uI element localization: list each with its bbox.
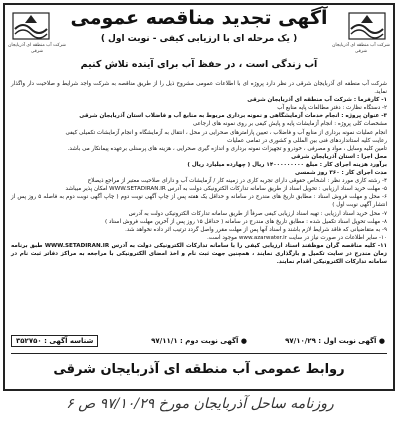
line-budget: برآورد هزینه اجرای کار : مبلغ ۱۴۰۰۰۰۰۰۰۰۰ ریال ( چهارده میلیارد ریال ) [187, 161, 387, 168]
line-supervisor: ۲- دستگاه نظارت : دفتر مطالعات پایه منابع آب [277, 105, 387, 112]
page-subtitle: ( یک مرحله ای با ارزیابی کیفی - نوبت اول ) [100, 34, 298, 44]
line-purchase-location: ۷- محل خرید اسناد ارزیابی : تهیه اسناد ارزیابی کیفی صرفاً از طریق سامانه تدارکات الکترونیکی دولت به آدرس [128, 210, 387, 217]
line-standards: رعایت کلیه استانداردهای فنی بین المللی و کشوری در تمامی عملیات [227, 137, 387, 144]
first-notice-date: ● آگهی نوبت اول : ۹۷/۱۰/۲۹ [285, 337, 385, 345]
line-project-specs: مشخصات کلی پروژه : انجام آزمایشات پایه و پایش کیفی بر روی نمونه های ارجاعی [192, 121, 387, 128]
line-more-info: ۱۰- سایر اطلاعات در صورت نیاز در سایت www.azarwater.ir موجود است. [207, 234, 387, 241]
divider [11, 353, 387, 354]
notice-body [11, 80, 387, 266]
second-notice-date: ● آگهی نوبت دوم : ۹۷/۱۱/۱ [151, 337, 247, 345]
line-delivery-deadline: ۸- مهلت تحویل اسناد تکمیل شده : مطابق تاریخ های مندرج در سامانه ( حداقل ۱۵ روز پس از آخرین مهلت فروش اسناد ) [104, 218, 387, 225]
line-obligation: ۱۱- کلیه مناقصه گران موظفند اسناد ارزیابی کیفی را با سامانه تدارکات الکترونیکی دولت به آدرس WWW.SETADIRAN.IR طبق برنامه زمان مندرج در سایت تکمیل و بارگذاری نمایند ، همچنین جهت ثبت نام و اخذ امضای الکترونیکی با مراجعه به مراکز دفاتر ثبت نام در سامانه تدارکات الکترونیکی اقدام نمایند. [11, 242, 387, 266]
page-title: آگهی تجدید مناقصه عمومی [70, 7, 328, 29]
water-authority-logo-icon [347, 11, 387, 41]
line-sale-location: ۶- محل و مهلت فروش اسناد : مطابق تاریخ های مندرج در سامانه و حداقل یک هفته پس از چاپ آگهی نوبت دوم ( چاپ آگهی نوبت دوم به فاصله ۵ روز پس از انتشار آگهی نوبت اول ) [11, 194, 387, 209]
line-equipment: تامین کلیه وسایل ، مواد و مصرفی ، خودرو و تجهیزات نمونه برداری و اندازه گیری صحرایی ، هزینه های پرسنلی برعهده پیمانکار می باشد. [67, 145, 387, 152]
logo-caption-right: شرکت آب منطقه ای آذربایجان شرقی [332, 43, 390, 54]
line-project-title: ۳- عنوان پروژه : انجام خدمات آزمایشگاهی و نمونه برداری مربوط به منابع آب و فاضلاب استان آذربایجان شرقی [79, 113, 387, 120]
organization-name: روابط عمومی آب منطقه ای آذربایجان شرقی [53, 362, 345, 377]
line-purchase-deadline: ۵- مهلت خرید اسناد ارزیابی : تحویل اسناد از طریق سامانه تدارکات الکترونیکی دولت به آدرس WWW.SETADIRAN.IR امکان پذیر میباشد [65, 186, 387, 193]
line-employer: ۱- کارفرما : شرکت آب منطقه ای آذربایجان شرقی [247, 97, 387, 104]
logo-caption-left: شرکت آب منطقه ای آذربایجان شرقی [8, 43, 66, 54]
line-duration: مدت اجرای کار : ۳۶۰ روز شمسی [294, 170, 387, 177]
intro-paragraph: شرکت آب منطقه ای آذربایجان شرقی در نظر دارد پروژه ای با اطلاعات عمومی مشروح ذیل را از طریق مناقصه به شرکت واجد شرایط و صلاحیت دار واگذار نماید. [11, 81, 387, 96]
line-field: ۴- رشته کاری مورد نظر : اشخاص حقوقی دارای تجربه کاری در زمینه کار / آزمایشات آب و دارای صلاحیت معتبر از مراجع ذیصلاح [87, 178, 387, 185]
water-authority-logo-icon [11, 11, 51, 41]
line-location: محل اجرا : استان آذربایجان شرقی [291, 153, 387, 160]
header [5, 5, 393, 75]
dates-strip [11, 335, 387, 349]
line-sampling: انجام عملیات نمونه برداری از منابع آب و فاضلاب ، تعیین پارامترهای صحرایی در محل ، انتقال به آزمایشگاه و انجام آزمایشات تکمیلی کیفی [65, 129, 387, 136]
slogan: آب زندگی است ، در حفظ آب برای آینده تلاش کنیم [80, 59, 318, 70]
line-ineligible: ۹- به متقاضیانی که فاقد شرایط لازم باشند و اسناد آنها پس از مهلت مقرر واصل گردد ترتیب اثر داده نخواهد شد. [125, 226, 387, 233]
advertisement-sheet [3, 3, 395, 391]
handwritten-annotation: روزنامه ساحل آذربایجان مورخ ۹۷/۱۰/۲۹ ص ۶ [66, 396, 334, 412]
notice-id-badge: شناسه آگهی : ۳۵۲۷۵۰ [11, 335, 98, 347]
